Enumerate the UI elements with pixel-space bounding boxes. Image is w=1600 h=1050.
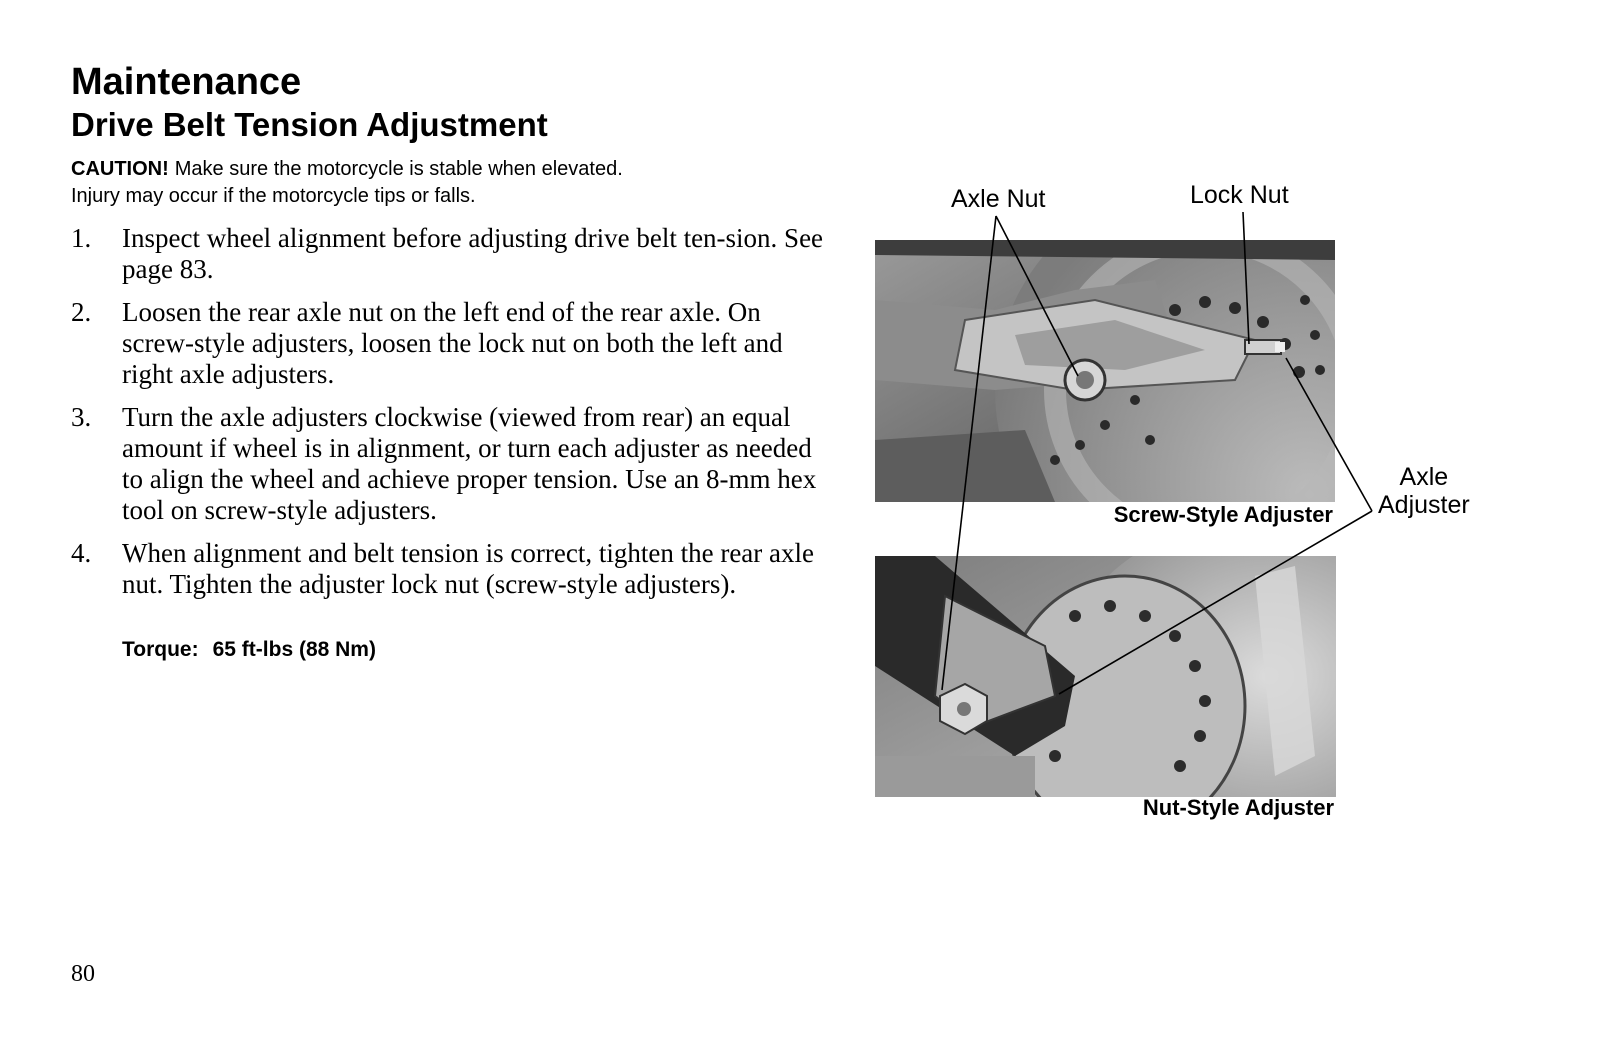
nut-style-photo-illustration [875,556,1336,797]
caution-text-1: Make sure the motorcycle is stable when elevated. [174,158,623,180]
torque-label: Torque: [122,638,199,661]
step-number: 1. [71,223,92,253]
caution-text-2: Injury may occur if the motorcycle tips or falls. [71,185,476,207]
section-title: Maintenance [71,61,302,103]
step-text: Inspect wheel alignment before adjusting drive belt ten-sion. See page 83. [122,223,824,284]
step-number: 3. [71,402,92,432]
step-text: When alignment and belt tension is correct, tighten the rear axle nut. Tighten the adjuster lock nut (screw-style adjusters). [122,538,814,599]
step-item [71,538,831,600]
step-text: Loosen the rear axle nut on the left end of the rear axle. On screw-style adjusters, loosen the lock nut on both the left and right axle adjusters. [122,297,783,389]
callout-lock-nut: Lock Nut [1190,181,1289,209]
step-text: Turn the axle adjusters clockwise (viewed from rear) an equal amount if wheel is in alignment, or turn each adjuster as needed to align the wheel and achieve proper tension. Use an 8-mm hex tool on screw-style adjusters. [122,402,817,525]
subsection-title: Drive Belt Tension Adjustment [71,106,548,143]
procedure-steps [71,223,831,612]
caution-label: CAUTION! [71,158,169,180]
caution-line-1 [71,156,831,183]
torque-value: 65 ft-lbs (88 Nm) [212,638,376,661]
step-number: 2. [71,297,92,327]
callout-axle-adjuster-line-1: Axle [1399,463,1449,491]
callout-axle-adjuster-line-2: Adjuster [1378,491,1470,519]
callout-axle-adjuster [1378,463,1470,519]
caption-screw-style: Screw-Style Adjuster [1113,502,1333,527]
callout-axle-nut: Axle Nut [951,185,1046,213]
screw-style-adjuster-photo [875,240,1335,502]
step-number: 4. [71,538,92,568]
screw-style-photo-illustration [875,240,1335,502]
nut-style-adjuster-photo [875,556,1336,797]
caption-nut-style: Nut-Style Adjuster [1142,795,1334,820]
page-number: 80 [71,961,95,987]
caution-notice [71,156,831,210]
step-item [71,297,831,390]
step-item [71,223,831,285]
torque-spec [122,637,376,663]
step-item [71,402,831,526]
